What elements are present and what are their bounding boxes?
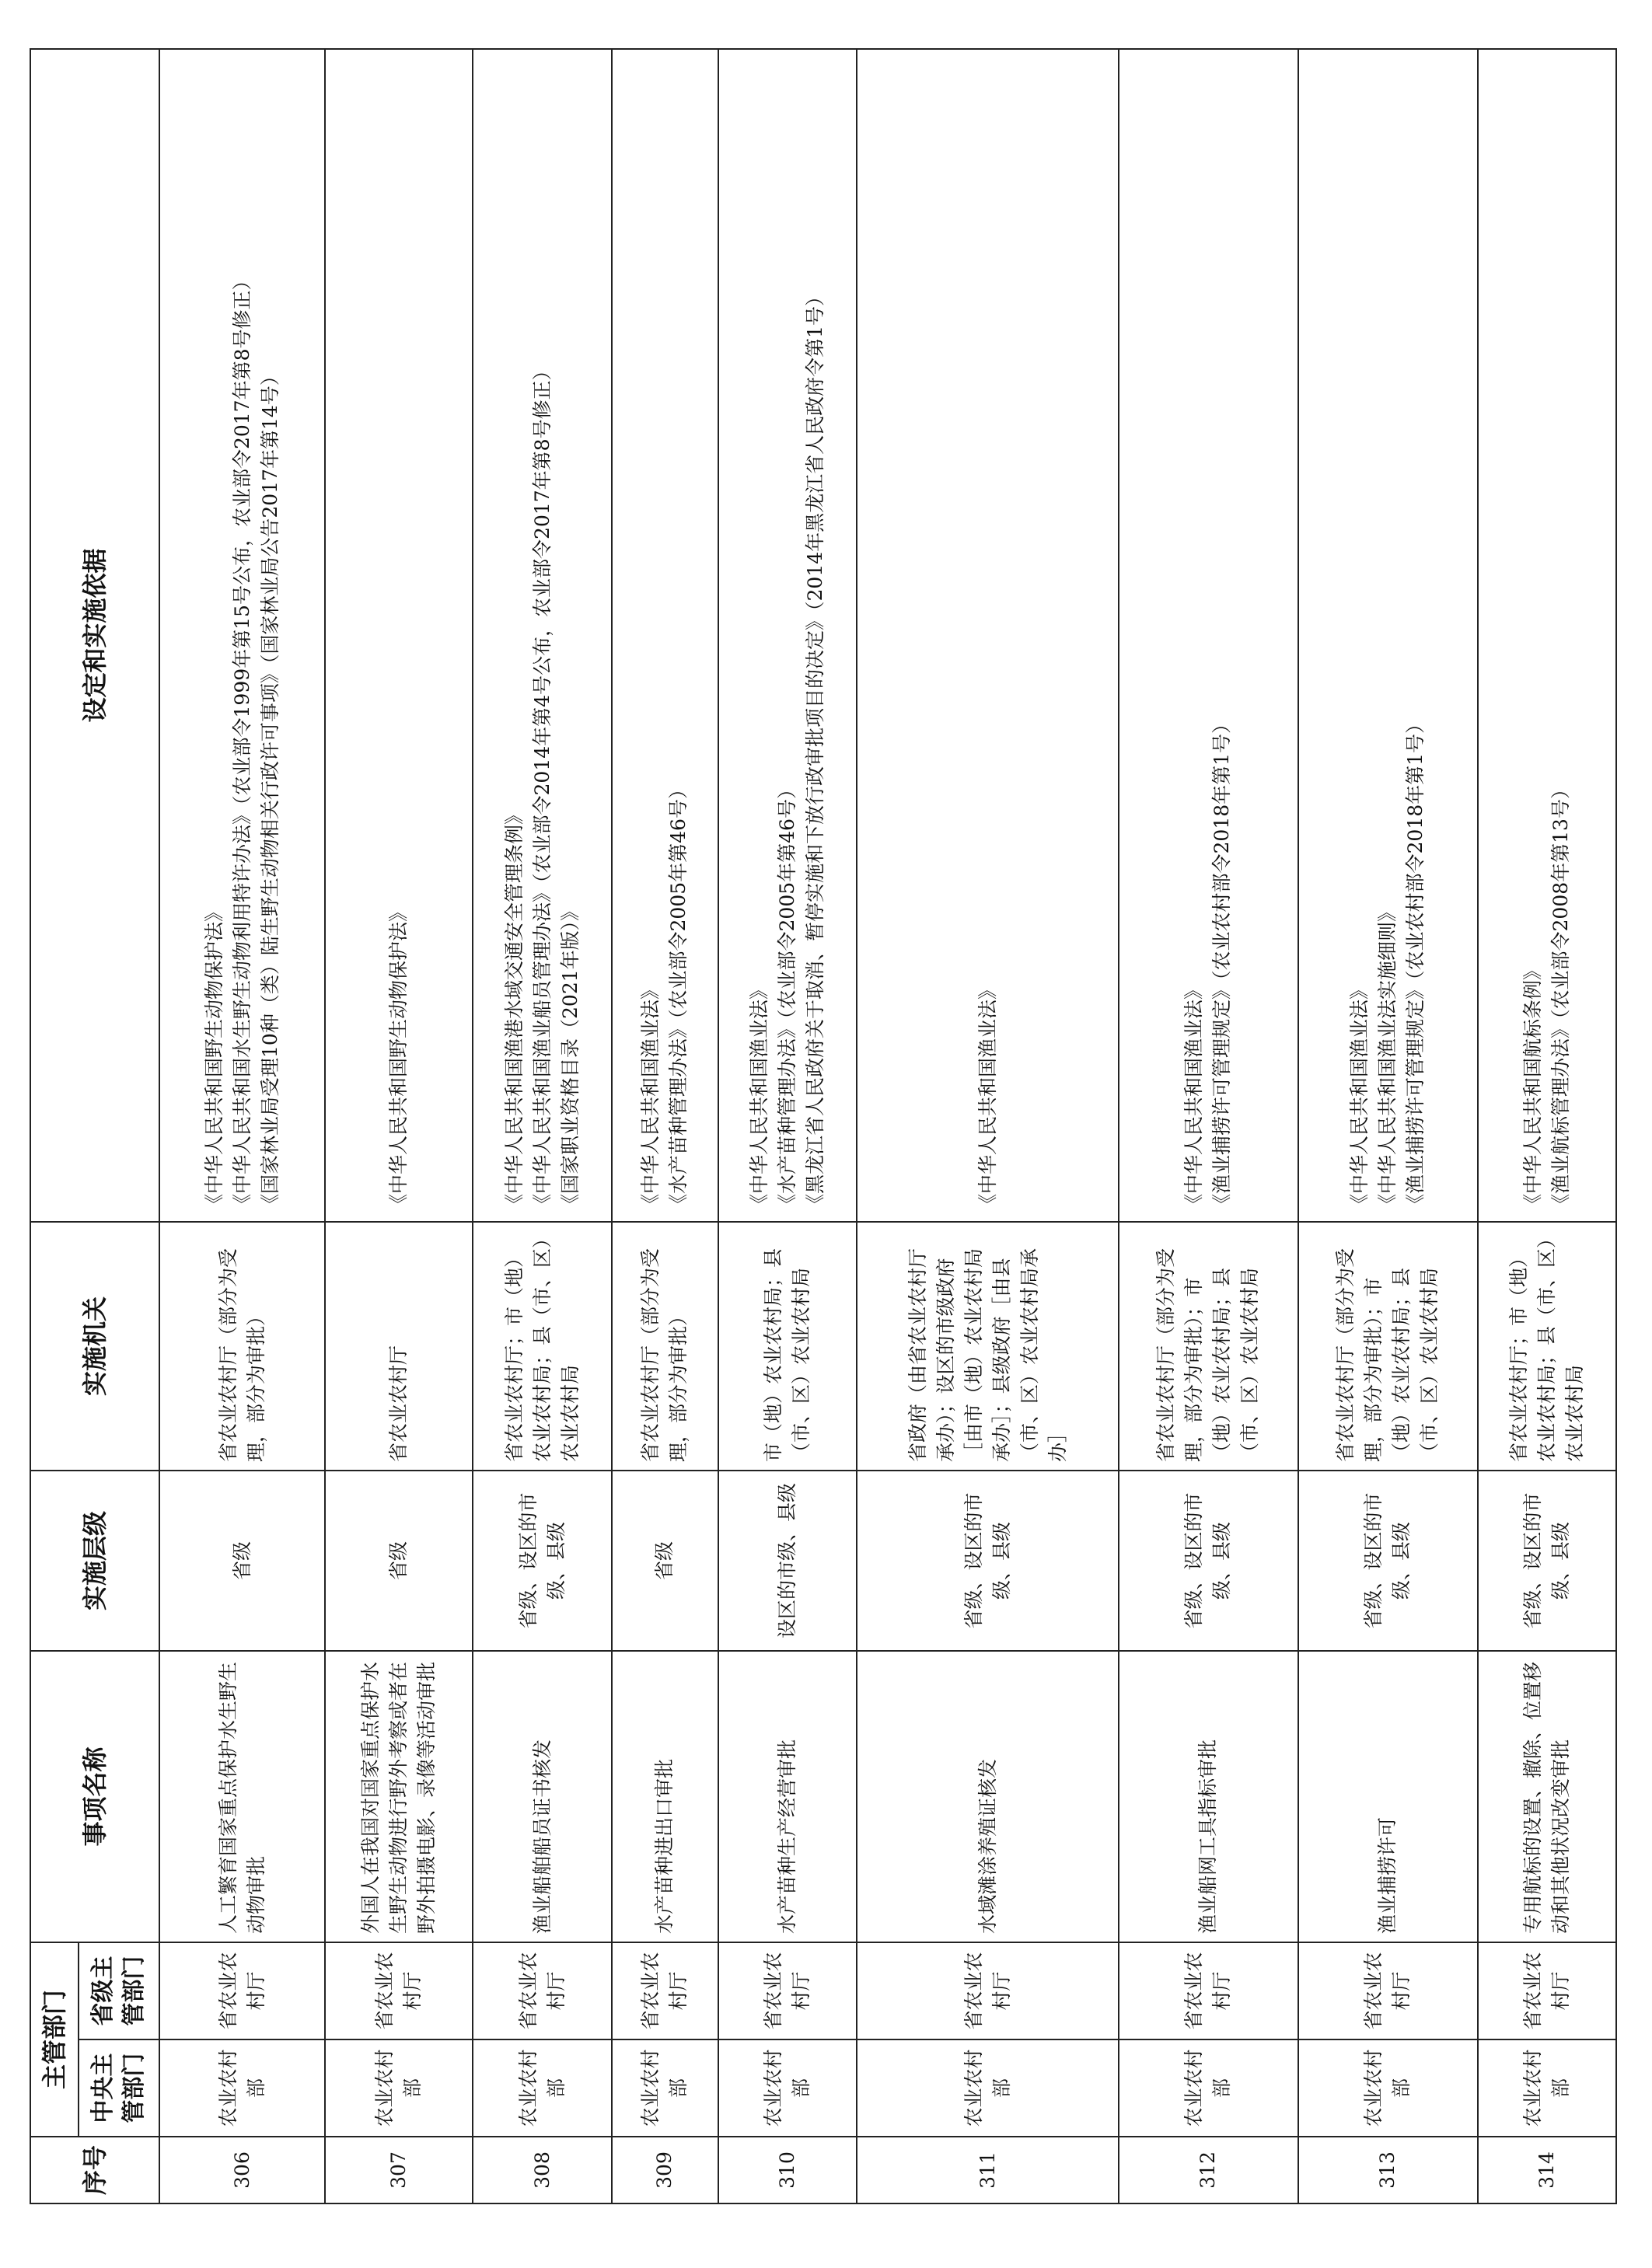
row-agency: 省农业农村厅（部分为受理，部分为审批）: [159, 1222, 325, 1471]
row-level: 设区的市级、县级: [718, 1471, 857, 1651]
basis-line: 《中华人民共和国渔业法》: [976, 979, 999, 1213]
row-central-dept: 农业农村部: [1478, 2039, 1616, 2137]
row-level: 省级、设区的市级、县级: [473, 1471, 611, 1651]
basis-line: 《中华人民共和国渔业法》: [639, 979, 662, 1213]
header-dept-group: 主管部门: [30, 1942, 79, 2137]
row-basis: [857, 49, 1118, 1222]
row-item-name: 外国人在我国对国家重点保护水生野生动物进行野外考察或者在野外拍摄电影、录像等活动审批: [325, 1651, 473, 1942]
row-agency: 市（地）农业农村局；县（市、区）农业农村局: [718, 1222, 857, 1471]
table-row: [325, 49, 473, 2203]
table-row: [857, 49, 1118, 2203]
header-seq: 序号: [30, 2137, 159, 2203]
table-row: [1119, 49, 1298, 2203]
row-seq: 307: [325, 2137, 473, 2203]
table-row: [612, 49, 718, 2203]
row-seq: 312: [1119, 2137, 1298, 2203]
basis-line: 《渔业捕捞许可管理规定》（农业农村部令2018年第1号）: [1404, 714, 1427, 1213]
row-provincial-dept: 省农业农村厅: [325, 1942, 473, 2039]
row-central-dept: 农业农村部: [1298, 2039, 1478, 2137]
table-body: [159, 49, 1616, 2203]
row-basis: [159, 49, 325, 1222]
row-provincial-dept: 省农业农村厅: [473, 1942, 611, 2039]
row-basis: [1119, 49, 1298, 1222]
row-basis: [718, 49, 857, 1222]
row-provincial-dept: 省农业农村厅: [857, 1942, 1118, 2039]
row-level: 省级: [159, 1471, 325, 1651]
basis-line: 《黑龙江省人民政府关于取消、暂停实施和下放行政审批项目的决定》（2014年黑龙江省人民政府令第1号）: [804, 286, 827, 1213]
basis-line: 《中华人民共和国野生动物保护法》: [202, 902, 225, 1213]
row-item-name: 水产苗种生产经营审批: [718, 1651, 857, 1942]
row-agency: 省农业农村厅（部分为受理，部分为审批）；市（地）农业农村局；县（市、区）农业农村局: [1119, 1222, 1298, 1471]
basis-line: 《水产苗种管理办法》（农业部令2005年第46号）: [776, 780, 799, 1213]
row-central-dept: 农业农村部: [1119, 2039, 1298, 2137]
row-agency: 省农业农村厅（部分为受理，部分为审批）；市（地）农业农村局；县（市、区）农业农村局: [1298, 1222, 1478, 1471]
row-item-name: 渔业船舶船员证书核发: [473, 1651, 611, 1942]
row-agency: 省农业农村厅: [325, 1222, 473, 1471]
basis-line: 《中华人民共和国水生野生动物利用特许办法》（农业部令1999年第15号公布，农业部令2017年第8号修正）: [230, 270, 253, 1213]
row-provincial-dept: 省农业农村厅: [612, 1942, 718, 2039]
row-central-dept: 农业农村部: [857, 2039, 1118, 2137]
row-seq: 310: [718, 2137, 857, 2203]
admin-licensing-table: [30, 48, 1617, 2204]
header-central-dept: 中央主管部门: [79, 2039, 159, 2137]
row-basis: [1298, 49, 1478, 1222]
row-level: 省级: [612, 1471, 718, 1651]
row-seq: 311: [857, 2137, 1118, 2203]
basis-line: 《国家林业局受理10种（类）陆生野生动物相关行政许可事项》（国家林业局公告2017年第14号）: [258, 366, 281, 1213]
row-basis: [612, 49, 718, 1222]
basis-line: 《中华人民共和国渔业法》: [1348, 979, 1371, 1213]
row-central-dept: 农业农村部: [718, 2039, 857, 2137]
row-agency: 省农业农村厅；市（地）农业农村局；县（市、区）农业农村局: [1478, 1222, 1616, 1471]
row-level: 省级、设区的市级、县级: [1119, 1471, 1298, 1651]
row-agency: 省政府（由省农业农村厅承办）；设区的市级政府［由市（地）农业农村局承办］；县级政府［由县（市、区）农业农村局承办］: [857, 1222, 1118, 1471]
basis-line: 《中华人民共和国航标条例》: [1521, 960, 1544, 1213]
table-row: [1298, 49, 1478, 2203]
header-provincial-dept: 省级主管部门: [79, 1942, 159, 2039]
row-central-dept: 农业农村部: [159, 2039, 325, 2137]
basis-line: 《渔业航标管理办法》（农业部令2008年第13号）: [1549, 780, 1572, 1213]
row-seq: 306: [159, 2137, 325, 2203]
row-level: 省级、设区的市级、县级: [1478, 1471, 1616, 1651]
table-row: [159, 49, 325, 2203]
basis-line: 《中华人民共和国渔业船员管理办法》（农业部令2014年第4号公布，农业部令2017年第8号修正）: [530, 361, 554, 1213]
row-level: 省级、设区的市级、县级: [857, 1471, 1118, 1651]
row-basis: [1478, 49, 1616, 1222]
row-central-dept: 农业农村部: [325, 2039, 473, 2137]
row-item-name: 渔业船网工具指标审批: [1119, 1651, 1298, 1942]
row-item-name: 人工繁育国家重点保护水生野生动物审批: [159, 1651, 325, 1942]
header-item: 事项名称: [30, 1651, 159, 1942]
table-row: [1478, 49, 1616, 2203]
row-central-dept: 农业农村部: [473, 2039, 611, 2137]
header-basis: 设定和实施依据: [30, 49, 159, 1222]
row-agency: 省农业农村厅（部分为受理，部分为审批）: [612, 1222, 718, 1471]
row-central-dept: 农业农村部: [612, 2039, 718, 2137]
row-item-name: 水域滩涂养殖证核发: [857, 1651, 1118, 1942]
header-level: 实施层级: [30, 1471, 159, 1651]
row-seq: 309: [612, 2137, 718, 2203]
basis-line: 《渔业捕捞许可管理规定》（农业农村部令2018年第1号）: [1210, 714, 1234, 1213]
row-provincial-dept: 省农业农村厅: [1119, 1942, 1298, 2039]
row-item-name: 水产苗种进出口审批: [612, 1651, 718, 1942]
row-provincial-dept: 省农业农村厅: [718, 1942, 857, 2039]
basis-line: 《中华人民共和国渔港水域交通安全管理条例》: [502, 804, 526, 1213]
row-seq: 313: [1298, 2137, 1478, 2203]
row-level: 省级: [325, 1471, 473, 1651]
table-row: [473, 49, 611, 2203]
basis-line: 《中华人民共和国渔业法》: [1182, 979, 1206, 1213]
row-seq: 314: [1478, 2137, 1616, 2203]
row-provincial-dept: 省农业农村厅: [159, 1942, 325, 2039]
row-agency: 省农业农村厅；市（地）农业农村局；县（市、区）农业农村局: [473, 1222, 611, 1471]
basis-line: 《中华人民共和国渔业法实施细则》: [1376, 902, 1399, 1213]
basis-line: 《中华人民共和国野生动物保护法》: [387, 902, 410, 1213]
basis-line: 《中华人民共和国渔业法》: [748, 979, 771, 1213]
basis-line: 《水产苗种管理办法》（农业部令2005年第46号）: [667, 780, 690, 1213]
row-item-name: 渔业捕捞许可: [1298, 1651, 1478, 1942]
row-provincial-dept: 省农业农村厅: [1478, 1942, 1616, 2039]
row-provincial-dept: 省农业农村厅: [1298, 1942, 1478, 2039]
basis-line: 《国家职业资格目录（2021年版）》: [558, 901, 582, 1213]
row-basis: [473, 49, 611, 1222]
row-seq: 308: [473, 2137, 611, 2203]
row-basis: [325, 49, 473, 1222]
row-level: 省级、设区的市级、县级: [1298, 1471, 1478, 1651]
table-row: [718, 49, 857, 2203]
header-agency: 实施机关: [30, 1222, 159, 1471]
row-item-name: 专用航标的设置、撤除、位置移动和其他状况改变审批: [1478, 1651, 1616, 1942]
